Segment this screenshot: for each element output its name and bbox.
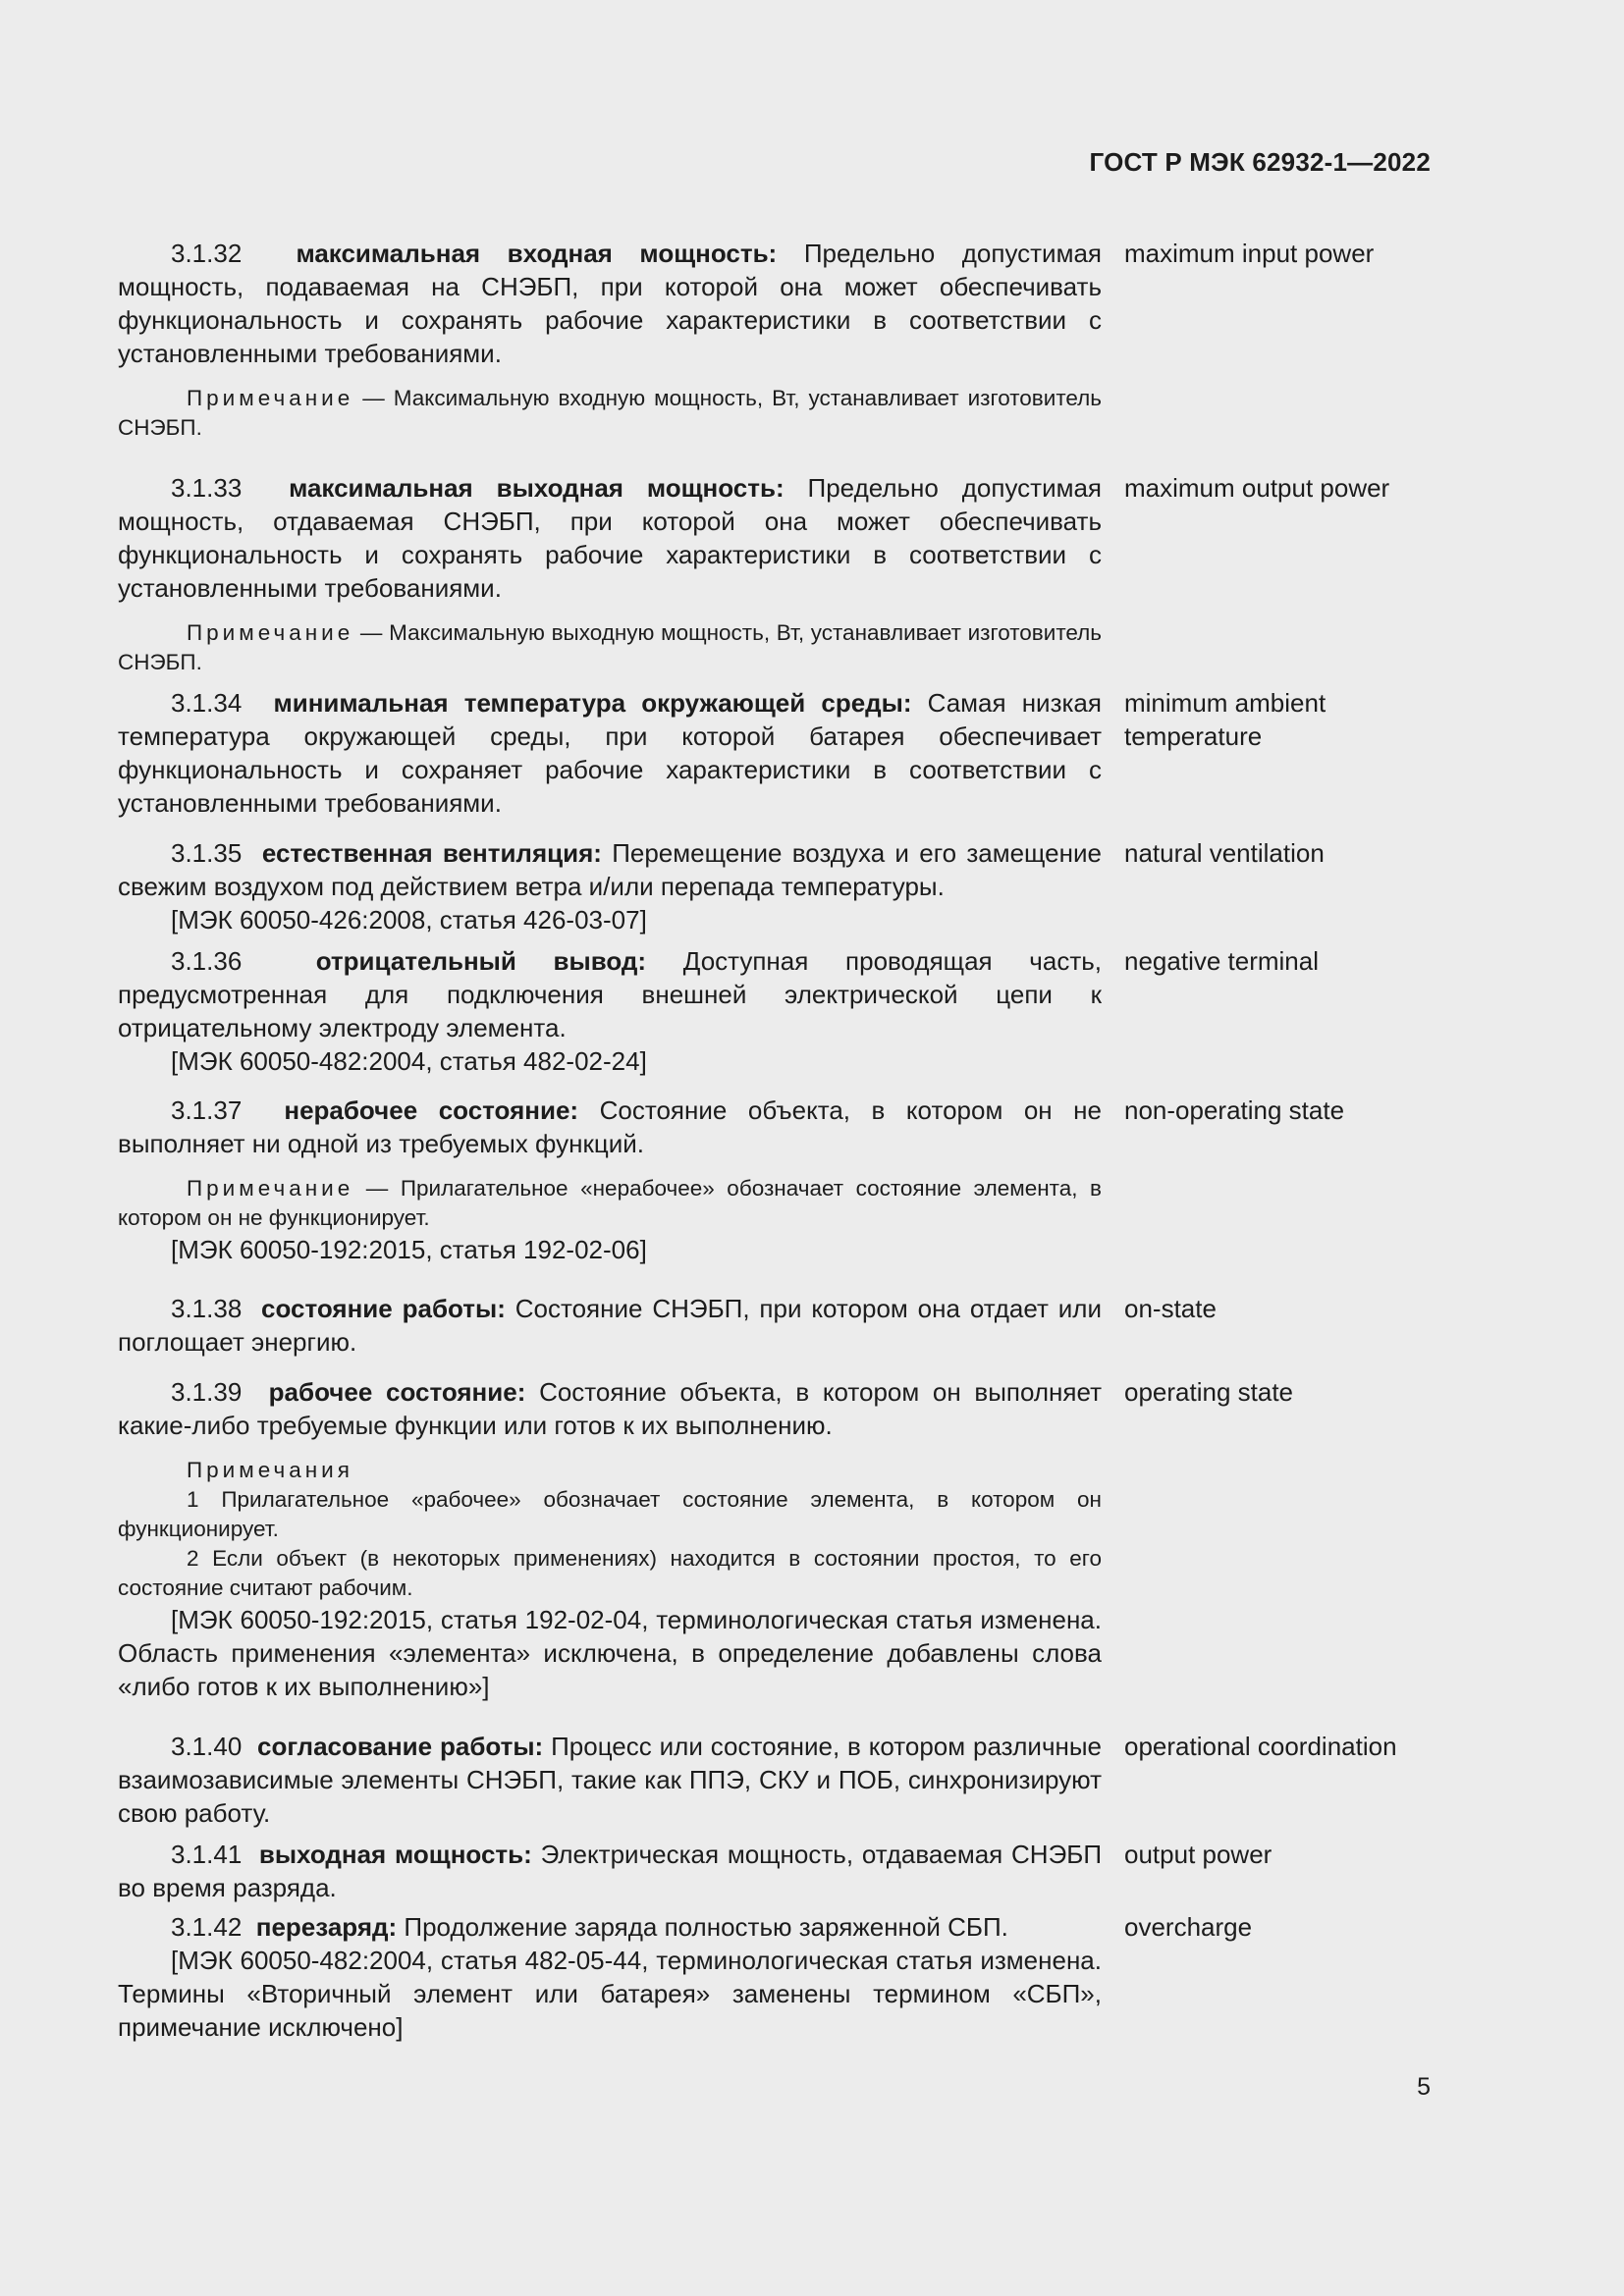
english-term: negative terminal xyxy=(1124,946,1319,976)
source-citation: [МЭК 60050-482:2004, статья 482-05-44, терминологическая статья изменена. Термины «Вторичный элемент или батарея» заменены термином «СБП», примечание исключено] xyxy=(118,1946,1102,2042)
term-definition: Состояние объекта, в котором он выполняет какие-либо требуемые функции или готов к их выполнению. xyxy=(118,1377,1103,1440)
term-title: естественная вентиляция: xyxy=(261,838,602,868)
definition-paragraph xyxy=(118,1094,1102,1160)
source-citation: [МЭК 60050-192:2015, статья 192-02-04, терминологическая статья изменена. Область применения «элемента» исключена, в определение добавлены слова «либо готов к их выполнению»] xyxy=(118,1605,1102,1701)
english-term: operating state xyxy=(1124,1377,1294,1407)
term-definition: Продолжение заряда полностью заряженной СБП. xyxy=(404,1912,1008,1942)
source-citation: [МЭК 60050-482:2004, статья 482-02-24] xyxy=(171,1046,647,1076)
term-number: 3.1.41 xyxy=(171,1840,243,1869)
definition-paragraph xyxy=(118,1375,1102,1442)
term-number: 3.1.40 xyxy=(171,1732,243,1761)
note xyxy=(118,618,1102,677)
term-definition: Процесс или состояние, в котором различные взаимозависимые элементы СНЭБП, такие как ППЭ, СКУ и ПОБ, синхронизируют свою работу. xyxy=(118,1732,1103,1828)
term-title: максимальная входная мощность: xyxy=(296,239,778,268)
definition-paragraph xyxy=(118,237,1102,370)
note-text: — Прилагательное «нерабочее» обозначает состояние элемента, в котором он не функционирует. xyxy=(118,1176,1102,1230)
source-citation: [МЭК 60050-192:2015, статья 192-02-06] xyxy=(171,1235,647,1264)
term-number: 3.1.32 xyxy=(171,239,243,268)
term-number: 3.1.35 xyxy=(171,838,243,868)
term-number: 3.1.34 xyxy=(171,688,243,718)
term-number: 3.1.33 xyxy=(171,473,243,503)
definition-paragraph xyxy=(118,1292,1102,1359)
term-number: 3.1.37 xyxy=(171,1095,243,1125)
term-number: 3.1.42 xyxy=(171,1912,243,1942)
note-item: 2 Если объект (в некоторых применениях) находится в состоянии простоя, то его состояние считают рабочим. xyxy=(118,1546,1102,1600)
note-item: 1 Прилагательное «рабочее» обозначает состояние элемента, в котором он функционирует. xyxy=(118,1487,1102,1541)
english-term: maximum output power xyxy=(1124,473,1390,503)
term-title: выходная мощность: xyxy=(258,1840,532,1869)
definition-paragraph xyxy=(118,944,1102,1044)
term-title: максимальная выходная мощность: xyxy=(289,473,785,503)
english-term: output power xyxy=(1124,1840,1272,1869)
note xyxy=(118,384,1102,443)
definition-paragraph xyxy=(118,1910,1102,1944)
term-number: 3.1.38 xyxy=(171,1294,243,1323)
english-term: maximum input power xyxy=(1124,239,1375,268)
english-term: operational coordination xyxy=(1124,1732,1397,1761)
definition-paragraph xyxy=(118,836,1102,903)
definition-paragraph xyxy=(118,1730,1102,1830)
source-citation: [МЭК 60050-426:2008, статья 426-03-07] xyxy=(171,905,647,934)
document-header: ГОСТ Р МЭК 62932-1—2022 xyxy=(1089,147,1431,177)
english-term: overcharge xyxy=(1124,1912,1253,1942)
term-definition: Самая низкая температура окружающей среды, при которой батарея обеспечивает функциональность и сохраняет рабочие характеристики в соответствии с установленными требованиями. xyxy=(118,688,1102,818)
term-title: нерабочее состояние: xyxy=(284,1095,579,1125)
note-label: Примечание xyxy=(187,386,354,410)
term-title: рабочее состояние: xyxy=(268,1377,526,1407)
english-term: natural ventilation xyxy=(1124,838,1325,868)
term-title: отрицательный вывод: xyxy=(315,946,647,976)
term-definition: Состояние объекта, в котором он не выполняет ни одной из требуемых функций. xyxy=(118,1095,1103,1158)
note-text: — Максимальную выходную мощность, Вт, устанавливает изготовитель СНЭБП. xyxy=(118,620,1102,674)
term-title: состояние работы: xyxy=(261,1294,506,1323)
note-label: Примечание xyxy=(187,1176,354,1201)
term-number: 3.1.39 xyxy=(171,1377,243,1407)
term-number: 3.1.36 xyxy=(171,946,243,976)
term-definition: Предельно допустимая мощность, подаваемая на СНЭБП, при которой она может обеспечивать функциональность и сохранять рабочие характеристики в соответствии с установленными требованиями. xyxy=(118,239,1102,368)
definition-paragraph xyxy=(118,686,1102,820)
term-definition: Перемещение воздуха и его замещение свежим воздухом под действием ветра и/или перепада температуры. xyxy=(118,838,1102,901)
definition-paragraph xyxy=(118,1838,1102,1904)
note-text: — Максимальную входную мощность, Вт, устанавливает изготовитель СНЭБП. xyxy=(118,386,1102,440)
term-title: согласование работы: xyxy=(257,1732,544,1761)
term-definition: Состояние СНЭБП, при котором она отдает или поглощает энергию. xyxy=(118,1294,1102,1357)
term-title: перезаряд: xyxy=(255,1912,398,1942)
term-definition: Электрическая мощность, отдаваемая СНЭБП во время разряда. xyxy=(118,1840,1103,1902)
page-number: 5 xyxy=(1417,2073,1431,2101)
term-definition: Доступная проводящая часть, предусмотренная для подключения внешней электрической цепи к отрицательному электроду элемента. xyxy=(118,946,1102,1042)
definition-paragraph xyxy=(118,471,1102,605)
note xyxy=(118,1174,1102,1233)
english-term: minimum ambient temperature xyxy=(1124,688,1326,751)
term-title: минимальная температура окружающей среды: xyxy=(273,688,912,718)
notes xyxy=(118,1456,1102,1603)
term-definition: Предельно допустимая мощность, отдаваемая СНЭБП, при которой она может обеспечивать функциональность и сохранять рабочие характеристики в соответствии с установленными требованиями. xyxy=(118,473,1103,603)
english-term: non-operating state xyxy=(1124,1095,1345,1125)
note-label: Примечание xyxy=(187,620,354,645)
notes-label: Примечания xyxy=(187,1458,353,1482)
english-term: on-state xyxy=(1124,1294,1217,1323)
